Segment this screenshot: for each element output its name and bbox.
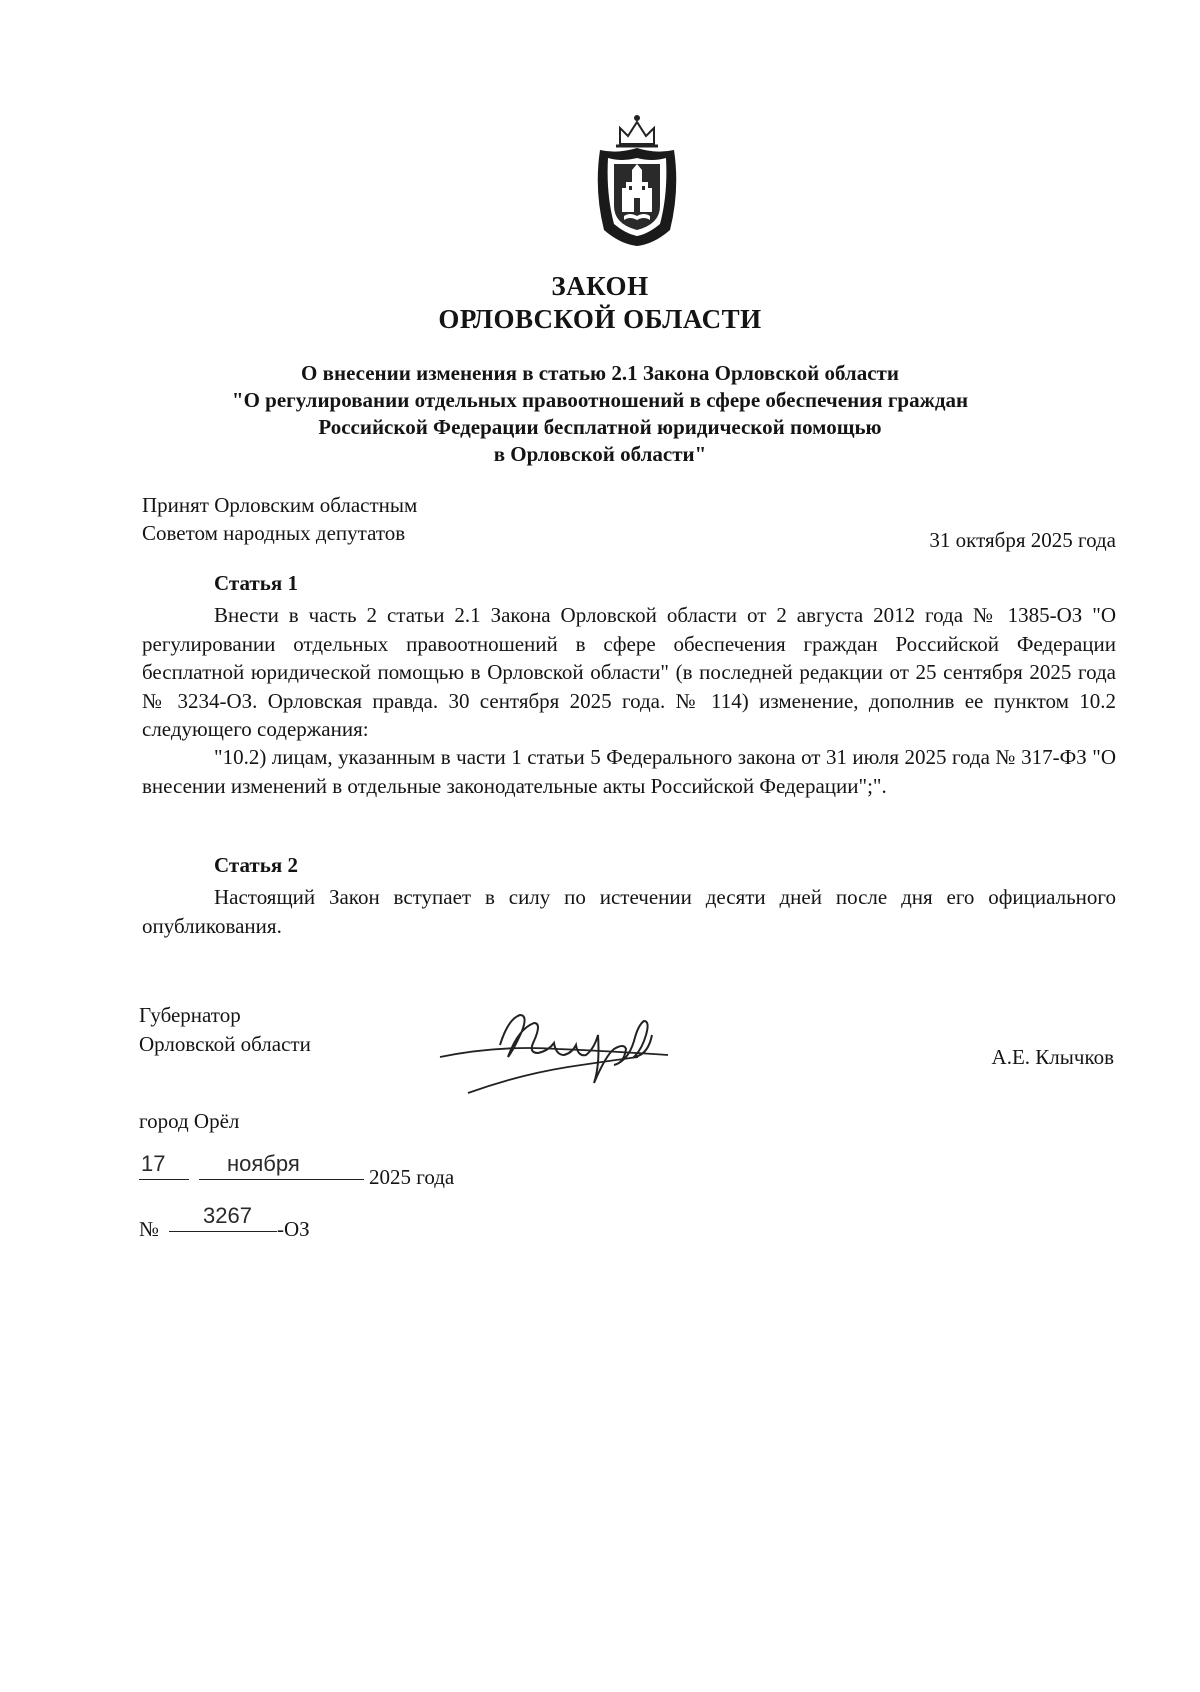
number-suffix: -ОЗ (277, 1217, 310, 1241)
law-number-value: 3267 (203, 1203, 252, 1228)
adoption-date: 31 октября 2025 года (929, 528, 1116, 552)
law-title-line2: ОРЛОВСКОЙ ОБЛАСТИ (438, 304, 762, 334)
number-sign: № (139, 1217, 160, 1241)
signatory-title-line2: Орловской области (139, 1032, 311, 1056)
adoption-line1: Принят Орловским областным (142, 493, 418, 517)
adoption-note (142, 491, 417, 547)
signatory-title (139, 1001, 311, 1059)
number-underline (169, 1231, 277, 1232)
subject-line1: О внесении изменения в статью 2.1 Закона Орловской области (301, 361, 899, 385)
signature-icon (438, 1005, 678, 1095)
adoption-line2: Советом народных депутатов (142, 521, 406, 545)
signing-year: 2025 года (369, 1165, 455, 1189)
month-underline (199, 1179, 364, 1180)
subject-line4: в Орловской области" (493, 442, 707, 466)
article2-heading: Статья 2 (214, 853, 298, 877)
article1-heading: Статья 1 (214, 571, 298, 595)
signing-month: ноября (227, 1151, 300, 1176)
law-subject (0, 360, 1200, 468)
law-title-line1: ЗАКОН (551, 271, 649, 301)
signing-date (139, 1151, 539, 1189)
article1-paragraph1: Внести в часть 2 статьи 2.1 Закона Орловской области от 2 августа 2012 года № 1385-ОЗ "О регулировании отдельных правоотношений в сфере обеспечения граждан Российской Федерации бесплатной юридической помощью в Орловской области" (в последней редакции от 25 сентября 2025 года № 3234-ОЗ. Орловская правда. 30 сентября 2025 года. № 114) изменение, дополнив ее пунктом 10.2 следующего содержания: (142, 603, 1116, 741)
coat-of-arms-icon (586, 110, 688, 250)
signing-day: 17 (141, 1151, 166, 1176)
law-title (0, 270, 1200, 336)
law-number (139, 1203, 439, 1241)
city-name: город Орёл (139, 1109, 240, 1133)
signatory-title-line1: Губернатор (139, 1003, 241, 1027)
subject-line3: Российской Федерации бесплатной юридической помощью (318, 415, 882, 439)
subject-line2: "О регулировании отдельных правоотношений в сфере обеспечения граждан (231, 388, 969, 412)
article1-paragraph2: "10.2) лицам, указанным в части 1 статьи 5 Федерального закона от 31 июля 2025 года № 317-ФЗ "О внесении изменений в отдельные законодательные акты Российской Федерации";". (142, 745, 1116, 798)
day-underline (139, 1179, 189, 1180)
article2-paragraph1: Настоящий Закон вступает в силу по истечении десяти дней после дня его официального опубликования. (142, 885, 1116, 938)
signatory-name: А.Е. Клычков (991, 1045, 1114, 1069)
